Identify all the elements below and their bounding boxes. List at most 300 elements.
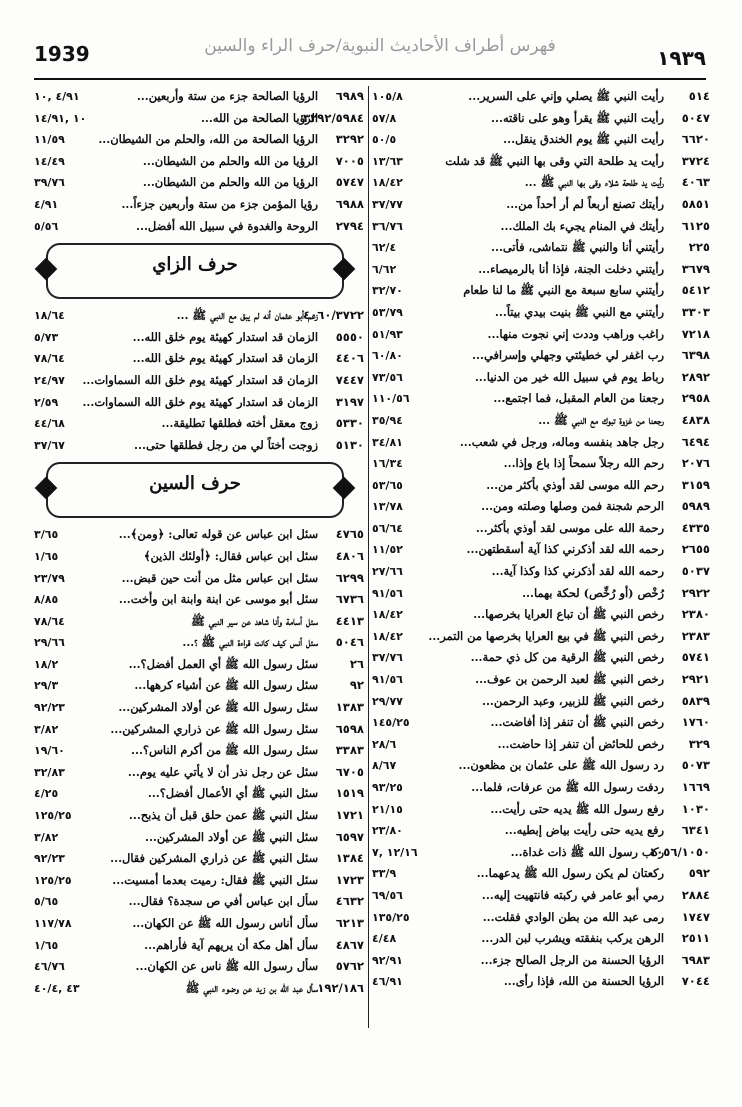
index-entry xyxy=(372,820,710,842)
index-entry xyxy=(372,885,710,907)
hadith-number: ٢٠٧٦ xyxy=(681,456,710,471)
hadith-incipit: رمى عبد الله من بطن الوادي فقلت... xyxy=(482,909,664,924)
hadith-number: ٢٣٨٣ xyxy=(681,628,710,643)
hadith-incipit: سئل النبي ﷺ عمن حلق قبل أن يذبح... xyxy=(128,808,318,823)
book-chapter-ref: ٣٧/٧٦ xyxy=(372,651,403,665)
book-chapter-ref: ١٨/٤٢ xyxy=(372,176,403,190)
book-chapter-ref: ١٠ ,١٤/٩١ xyxy=(34,111,87,125)
index-entry xyxy=(34,740,364,762)
section-heading-sin xyxy=(46,462,344,518)
book-chapter-ref: ٣٥/٩٤ xyxy=(372,413,403,427)
hadith-number: ٦٤٩٤ xyxy=(681,434,710,449)
hadith-number: ٦٣٩٨ xyxy=(681,348,710,363)
index-entry xyxy=(34,568,364,590)
hadith-number: ٣٣٠٣ xyxy=(681,304,710,319)
hadith-number: ٣٣٨٣ xyxy=(335,743,364,758)
index-entry xyxy=(372,647,710,669)
hadith-number: ٦٩٨٣ xyxy=(681,952,710,967)
hadith-incipit: رأيتني دخلت الجنة، فإذا أنا بالرميصاء... xyxy=(478,261,664,276)
left-mid-entries xyxy=(34,305,364,456)
header-rule xyxy=(34,78,706,80)
book-chapter-ref: ٥٣/٦٥ xyxy=(372,478,403,492)
hadith-number: ٤٠٦٠/٣٧٢٢ xyxy=(303,308,364,323)
section-heading-zay xyxy=(46,243,344,299)
hadith-incipit: زوجت أختاً لي من رجل فطلقها حتى... xyxy=(134,437,318,452)
hadith-incipit: رخص للحائض أن تنفر إذا حاضت... xyxy=(497,736,664,751)
hadith-number: ٣١٩٧ xyxy=(335,394,364,409)
hadith-incipit: الرحم شجنة فمن وصلها وصلته ومن... xyxy=(481,499,664,514)
index-entry xyxy=(34,305,364,327)
index-entry xyxy=(34,129,364,151)
index-entry xyxy=(34,546,364,568)
hadith-incipit: سئل أسامة وأنا شاهد عن سير النبي ﷺ xyxy=(191,613,318,628)
book-chapter-ref: ٦٩/٥٦ xyxy=(372,888,403,902)
hadith-number: ٢٦ xyxy=(349,656,364,671)
hadith-incipit: راغب وراهب وددت إني نجوت منها... xyxy=(487,326,664,341)
book-chapter-ref: ١٩/٦٠ xyxy=(34,744,65,758)
hadith-incipit: رحمه الله لقد أذكرني كذا وكذا آية... xyxy=(491,564,664,579)
hadith-incipit: سئل ابن عباس مثل من أنت حين قبض... xyxy=(121,570,318,585)
hadith-number: ٦٧٣٦ xyxy=(335,592,364,607)
hadith-incipit: سئل رسول الله ﷺ أي العمل أفضل؟... xyxy=(128,656,318,671)
book-chapter-ref: ١٣/٧٨ xyxy=(372,500,403,514)
index-entry xyxy=(372,388,710,410)
hadith-incipit: رأيتني مع النبي ﷺ بنيت بيدي بيتاً... xyxy=(494,304,664,319)
hadith-incipit: الرؤيا من الله والحلم من الشيطان... xyxy=(142,153,318,168)
hadith-number: ٦٢١٣ xyxy=(335,916,364,930)
index-entry xyxy=(372,216,710,238)
hadith-number: ١٦٦٩ xyxy=(681,780,710,794)
hadith-incipit: رفع يديه حتى رأيت بياض إبطيه... xyxy=(504,823,664,838)
index-entry xyxy=(372,129,710,151)
index-entry xyxy=(372,108,710,130)
book-chapter-ref: ٢٩/٧٧ xyxy=(372,694,403,708)
left-bottom-entries xyxy=(34,524,364,999)
index-entry xyxy=(372,194,710,216)
hadith-number: ٢٩٥٨ xyxy=(681,391,710,406)
page-header xyxy=(34,34,706,70)
book-chapter-ref: ٤٣ ,٤٠/٤ xyxy=(34,981,80,995)
index-entry xyxy=(372,86,710,108)
hadith-incipit: الرؤيا من الله والحلم من الشيطان... xyxy=(142,175,318,190)
hadith-incipit: سأل أهل مكة أن يريهم آية فأراهم... xyxy=(144,937,318,952)
hadith-incipit: رخص النبي ﷺ في بيع العرايا بخرصها من التمر... xyxy=(428,628,664,643)
book-chapter-ref: ٩٢/٢٣ xyxy=(34,852,65,866)
book-chapter-ref: ١٨/٦٤ xyxy=(34,309,65,323)
book-chapter-ref: ٢٣/٨٠ xyxy=(372,824,403,838)
hadith-number: ٥٨٥١ xyxy=(681,196,710,211)
index-entry xyxy=(34,108,364,130)
hadith-incipit: الروحة والغدوة في سبيل الله أفضل... xyxy=(136,218,318,233)
index-entry xyxy=(372,669,710,691)
index-entry xyxy=(34,719,364,741)
index-entry xyxy=(34,327,364,349)
index-entry xyxy=(372,237,710,259)
index-entry xyxy=(34,194,364,216)
index-entry xyxy=(34,675,364,697)
index-entry xyxy=(34,151,364,173)
hadith-number: ٢٦٥٥ xyxy=(681,542,710,557)
index-entry xyxy=(34,611,364,633)
hadith-incipit: سأل رسول الله ﷺ ناس عن الكهان... xyxy=(135,959,318,974)
book-chapter-ref: ٧٣/٥٦ xyxy=(372,370,403,384)
hadith-incipit: الرؤيا الصالحة من الله، والحلم من الشيطان... xyxy=(98,132,318,147)
book-chapter-ref: ٣/٦٥ xyxy=(34,528,59,542)
hadith-number: ٦٥٩٨ xyxy=(335,721,364,736)
hadith-incipit: سئل ابن عباس عن قوله تعالى: ﴿ومن﴾... xyxy=(118,527,318,542)
hadith-number: ١٠٥٦/١٠٥٠ xyxy=(649,844,710,859)
book-chapter-ref: ١٣٥/٢٥ xyxy=(372,910,410,924)
index-entry xyxy=(34,435,364,457)
hadith-number: ٤٨٠٦ xyxy=(335,548,364,563)
index-entry xyxy=(34,697,364,719)
hadith-incipit: رحمة الله على موسى لقد أوذي بأكثر... xyxy=(475,520,664,535)
index-entry xyxy=(372,345,710,367)
hadith-number: ٤٣٣٥ xyxy=(681,520,710,535)
hadith-number: ٧٤٤٧ xyxy=(335,372,364,387)
book-chapter-ref: ٤/٤٨ xyxy=(372,932,397,946)
hadith-number: ٥٤١٢ xyxy=(681,283,710,298)
hadith-number: ٢٧٩٤ xyxy=(335,218,364,233)
book-chapter-ref: ١٨/٤٢ xyxy=(372,629,403,643)
right-column xyxy=(372,86,710,993)
hadith-incipit: رجل جاهد بنفسه وماله، ورجل في شعب... xyxy=(459,434,664,449)
hadith-number: ٢٨٩٢ xyxy=(681,369,710,384)
book-chapter-ref: ٣٣/٩ xyxy=(372,867,397,881)
hadith-incipit: سئل أنس كيف كانت قراءة النبي ﷺ ؟... xyxy=(182,635,318,650)
hadith-number: ٤٦٣٢ xyxy=(335,894,364,909)
hadith-number: ٥٨٣٩ xyxy=(681,693,710,708)
hadith-number: ٦٢٩٩ xyxy=(335,570,364,585)
index-entry xyxy=(372,410,710,432)
book-chapter-ref: ٣٩/٧٦ xyxy=(34,176,65,190)
hadith-number: ٥٩٢ xyxy=(688,866,710,881)
index-entry xyxy=(372,799,710,821)
hadith-incipit: رأيت النبي ﷺ يقرأ وهو على ناقته... xyxy=(491,110,664,125)
index-entry xyxy=(372,453,710,475)
hadith-number: ٣٢٩٢/٥٩٨٤ xyxy=(303,110,364,125)
book-chapter-ref: ٢٧/٦٦ xyxy=(372,565,403,579)
index-entry xyxy=(372,950,710,972)
hadith-incipit: رخص النبي ﷺ لعبد الرحمن بن عوف... xyxy=(475,672,664,687)
book-chapter-ref: ١١/٥٢ xyxy=(372,543,403,557)
book-chapter-ref: ١٢٥/٢٥ xyxy=(34,873,72,887)
hadith-incipit: الرؤيا الحسنة من الله، فإذا رأى... xyxy=(503,974,664,989)
index-entry xyxy=(34,392,364,414)
book-chapter-ref: ٣٦/٧٦ xyxy=(372,219,403,233)
index-entry xyxy=(372,583,710,605)
index-entry xyxy=(372,518,710,540)
index-entry xyxy=(372,172,710,194)
hadith-incipit: رخص النبي ﷺ الرقية من كل ذي حمة... xyxy=(470,650,664,665)
index-entry xyxy=(372,151,710,173)
hadith-number: ٤٨٣٨ xyxy=(681,412,710,427)
index-entry xyxy=(372,280,710,302)
hadith-incipit: رأيتني سابع سبعة مع النبي ﷺ ما لنا طعام xyxy=(463,283,664,298)
book-chapter-ref: ٥/٦٥ xyxy=(34,895,59,909)
hadith-number: ٤٨٦٧ xyxy=(335,937,364,952)
index-entry xyxy=(34,589,364,611)
index-entry xyxy=(372,691,710,713)
index-entry xyxy=(34,216,364,238)
book-chapter-ref: ٥٠/٥ xyxy=(372,133,397,147)
hadith-number: ٦٦٢٠ xyxy=(681,132,710,147)
index-entry xyxy=(34,762,364,784)
index-entry xyxy=(372,302,710,324)
hadith-number: ٣٢٩٢ xyxy=(335,132,364,147)
hadith-number: ١٧٤٧ xyxy=(681,909,710,924)
hadith-incipit: رأيتني أنا والنبي ﷺ نتماشى، فأتى... xyxy=(491,240,664,255)
hadith-incipit: سئل رسول الله ﷺ عن أولاد المشركين... xyxy=(118,700,318,715)
hadith-incipit: سئل النبي ﷺ عن ذراري المشركين فقال... xyxy=(110,851,318,866)
index-entry xyxy=(372,626,710,648)
book-chapter-ref: ٣/٨٢ xyxy=(34,830,59,844)
hadith-number: ٥٠٣٧ xyxy=(681,564,710,579)
index-entry xyxy=(372,777,710,799)
hadith-incipit: ركب رسول الله ﷺ ذات غداة... xyxy=(510,844,664,859)
book-chapter-ref: ٩٢/٢٣ xyxy=(34,701,65,715)
book-chapter-ref: ٥٣/٧٩ xyxy=(372,305,403,319)
index-entry xyxy=(372,539,710,561)
hadith-number: ٤٧٦٥ xyxy=(335,527,364,542)
hadith-number: ٥٠٤٧ xyxy=(681,110,710,125)
index-entry xyxy=(34,935,364,957)
hadith-number: ١٥١٩ xyxy=(335,786,364,801)
hadith-number: ٦٧٠٥ xyxy=(335,764,364,779)
book-chapter-ref: ٧٨/٦٤ xyxy=(34,614,65,628)
index-entry xyxy=(372,496,710,518)
hadith-incipit: الرؤيا الحسنة من الرجل الصالح جزء... xyxy=(480,952,664,967)
index-entry xyxy=(372,842,710,864)
book-chapter-ref: ٣٤/٨١ xyxy=(372,435,403,449)
book-chapter-ref: ١٦/٣٤ xyxy=(372,457,403,471)
hadith-incipit: رأيتك في المنام يجيء بك الملك... xyxy=(500,218,664,233)
index-entry xyxy=(34,848,364,870)
hadith-incipit: سئل رسول الله ﷺ عن أشياء كرهها... xyxy=(134,678,318,693)
book-chapter-ref: ١/٦٥ xyxy=(34,938,59,952)
index-entry xyxy=(372,324,710,346)
column-divider xyxy=(368,86,369,1028)
hadith-incipit: سئل أبو موسى عن ابنة وابنة ابن وأخت... xyxy=(118,592,318,607)
hadith-incipit: الرؤيا الصالحة جزء من ستة وأربعين... xyxy=(136,89,318,103)
index-entry xyxy=(372,971,710,993)
book-chapter-ref: ١١٧/٧٨ xyxy=(34,917,72,930)
index-entry xyxy=(372,734,710,756)
index-entry xyxy=(34,805,364,827)
hadith-incipit: رأيت النبي ﷺ يوم الخندق ينقل... xyxy=(503,132,664,147)
book-chapter-ref: ١٤/٤٩ xyxy=(34,154,65,168)
hadith-number: ٥٧٤٧ xyxy=(335,175,364,190)
index-entry xyxy=(34,370,364,392)
book-chapter-ref: ٤٤/٦٨ xyxy=(34,417,65,431)
hadith-incipit: رخص النبي ﷺ أن تنفر إذا أفاضت... xyxy=(490,715,664,730)
book-chapter-ref: ١٢/١٦ ,٧ xyxy=(372,845,418,859)
book-chapter-ref: ١٤٥/٢٥ xyxy=(372,716,410,730)
book-chapter-ref: ٥١/٩٣ xyxy=(372,327,403,341)
hadith-incipit: ردفت رسول الله ﷺ من عرفات، فلما... xyxy=(471,780,664,794)
hadith-incipit: رب اغفر لي خطيئتي وجهلي وإسرافي... xyxy=(472,348,664,363)
hadith-number: ٦١٢٥ xyxy=(681,218,710,233)
hadith-incipit: زعم أبو عثمان أنه لم يبق مع النبي ﷺ ... xyxy=(176,308,318,323)
index-entry xyxy=(34,524,364,546)
hadith-incipit: رأيت يد طلحة التي وقى بها النبي ﷺ قد شلت xyxy=(445,153,664,168)
hadith-incipit: رحم الله رجلاً سمحاً إذا باع وإذا... xyxy=(503,456,664,471)
book-chapter-ref: ٥٦/٦٤ xyxy=(372,521,403,535)
index-entry xyxy=(34,827,364,849)
hadith-number: ١٠٣٠ xyxy=(681,801,710,816)
book-chapter-ref: ٣٢/٧٠ xyxy=(372,284,403,298)
page-number-arabic: ١٩٣٩ xyxy=(657,46,706,70)
hadith-incipit: رفع رسول الله ﷺ يديه حتى رأيت... xyxy=(490,801,664,816)
index-entry xyxy=(372,907,710,929)
book-chapter-ref: ٨/٨٥ xyxy=(34,593,59,607)
running-title: فهرس أطراف الأحاديث النبوية/حرف الراء والسين xyxy=(204,36,556,56)
hadith-incipit: رباط يوم في سبيل الله خير من الدنيا... xyxy=(474,369,664,384)
index-entry xyxy=(372,604,710,626)
hadith-number: ٣١٥٩ xyxy=(681,477,710,492)
hadith-incipit: رخص النبي ﷺ للزبير، وعبد الرحمن... xyxy=(481,693,664,708)
index-entry xyxy=(372,259,710,281)
book-chapter-ref: ٢١/١٥ xyxy=(372,802,403,816)
hadith-number: ١٣٨٣ xyxy=(335,700,364,715)
hadith-incipit: سأل ابن عباس أفي ص سجدة؟ فقال... xyxy=(128,894,318,909)
book-chapter-ref: ١٠٥/٨ xyxy=(372,90,403,103)
hadith-incipit: رُخْص (أو رُخِّص) لحكة بهما... xyxy=(522,585,664,600)
hadith-incipit: الزمان قد استدار كهيئة يوم خلق الله السماوات... xyxy=(82,372,318,387)
book-chapter-ref: ٤٦/٧٦ xyxy=(34,960,65,974)
hadith-incipit: سئل رسول الله ﷺ من أكرم الناس؟... xyxy=(131,743,318,758)
hadith-number: ٢٢٥ xyxy=(688,240,710,255)
book-chapter-ref: ٢٩/٣ xyxy=(34,679,59,693)
hadith-number: ٢٨٨٤ xyxy=(681,887,710,902)
hadith-incipit: رؤيا المؤمن جزء من ستة وأربعين جزءاً... xyxy=(121,196,318,211)
page-number-latin: 1939 xyxy=(34,42,90,66)
hadith-incipit: الزمان قد استدار كهيئة يوم خلق الله السماوات... xyxy=(82,394,318,409)
index-entry xyxy=(372,755,710,777)
book-chapter-ref: ٦/٦٢ xyxy=(372,262,397,276)
hadith-number: ١٧٢٣ xyxy=(335,872,364,887)
book-chapter-ref: ١١٠/٥٦ xyxy=(372,392,410,406)
book-chapter-ref: ٤/٢٥ xyxy=(34,787,59,801)
hadith-number: ٥١٣٠ xyxy=(335,437,364,452)
book-chapter-ref: ٢٤/٩٧ xyxy=(34,373,65,387)
hadith-incipit: سأل عبد الله بن زيد عن وضوء النبي ﷺ xyxy=(185,980,318,995)
book-chapter-ref: ٥٧/٨ xyxy=(372,111,397,125)
book-chapter-ref: ٩١/٥٦ xyxy=(372,673,403,687)
book-chapter-ref: ٥/٥٦ xyxy=(34,219,59,233)
hadith-number: ٦٩٨٨ xyxy=(335,196,364,211)
hadith-number: ٣٧٢٤ xyxy=(681,153,710,168)
hadith-number: ١٩٢/١٨٦ xyxy=(317,980,364,995)
hadith-number: ٦٥٩٧ xyxy=(335,829,364,844)
hadith-number: ٢٩٢٢ xyxy=(681,585,710,600)
index-entry xyxy=(34,172,364,194)
hadith-incipit: ركعتان لم يكن رسول الله ﷺ يدعهما... xyxy=(476,866,664,881)
hadith-number: ٧٢١٨ xyxy=(681,326,710,341)
book-chapter-ref: ٣٢/٨٣ xyxy=(34,765,65,779)
book-chapter-ref: ٧٨/٦٤ xyxy=(34,352,65,366)
index-entry xyxy=(372,928,710,950)
index-entry xyxy=(34,891,364,913)
hadith-number: ٥٠٤٦ xyxy=(335,635,364,650)
book-chapter-ref: ٢٨/٦ xyxy=(372,737,397,751)
index-entry xyxy=(372,863,710,885)
hadith-incipit: رحم الله موسى لقد أوذي بأكثر من... xyxy=(486,477,664,492)
index-entry xyxy=(372,561,710,583)
book-chapter-ref: ٢٣/٧٩ xyxy=(34,571,65,585)
index-entry xyxy=(34,783,364,805)
hadith-incipit: الزمان قد استدار كهيئة يوم خلق الله... xyxy=(132,351,318,366)
hadith-incipit: رجعنا من العام المقبل، فما اجتمع... xyxy=(493,391,664,406)
index-entry xyxy=(34,86,364,108)
hadith-incipit: الزمان قد استدار كهيئة يوم خلق الله... xyxy=(132,329,318,344)
book-chapter-ref: ٨/٦٧ xyxy=(372,759,397,773)
book-chapter-ref: ٢٩/٦٦ xyxy=(34,636,65,650)
hadith-number: ٣٦٧٩ xyxy=(681,261,710,276)
hadith-number: ٢٣٨٠ xyxy=(681,607,710,622)
hadith-incipit: الرؤيا الصالحة من الله... xyxy=(200,110,318,125)
book-chapter-ref: ٤/٩١ ,١٠ xyxy=(34,90,80,103)
book-chapter-ref: ٤٦/٩١ xyxy=(372,975,403,989)
section-title-sin: حرف السين xyxy=(149,473,241,495)
index-entry xyxy=(34,632,364,654)
book-chapter-ref: ١١/٥٩ xyxy=(34,133,65,147)
hadith-incipit: الرهن يركب بنفقته ويشرب لبن الدر... xyxy=(481,931,664,946)
book-chapter-ref: ٤/٩١ xyxy=(34,197,59,211)
book-chapter-ref: ٣٧/٧٧ xyxy=(372,197,403,211)
book-chapter-ref: ١٨/٤٢ xyxy=(372,608,403,622)
hadith-incipit: سئل النبي ﷺ فقال: رميت بعدما أمسيت... xyxy=(112,872,318,887)
book-chapter-ref: ١٣/٦٣ xyxy=(372,154,403,168)
index-entry xyxy=(34,870,364,892)
hadith-number: ٢٩٢١ xyxy=(681,672,710,687)
book-chapter-ref: ١٨/٢ xyxy=(34,657,59,671)
hadith-incipit: رمي أبو عامر في ركبته فانتهيت إليه... xyxy=(481,887,664,902)
hadith-incipit: سئل النبي ﷺ أي الأعمال أفضل؟... xyxy=(147,786,318,801)
book-chapter-ref: ١٢٥/٢٥ xyxy=(34,809,72,823)
book-chapter-ref: ٣٧/٦٧ xyxy=(34,438,65,452)
hadith-number: ٥٧٦٢ xyxy=(335,959,364,974)
hadith-number: ٩٢ xyxy=(349,678,364,693)
hadith-number: ٦٩٨٩ xyxy=(335,89,364,103)
hadith-incipit: زوج معقل أخته فطلقها تطليقة... xyxy=(161,416,318,431)
hadith-incipit: سئل رسول الله ﷺ عن ذراري المشركين... xyxy=(110,721,318,736)
book-chapter-ref: ٣/٨٢ xyxy=(34,722,59,736)
hadith-incipit: رأيتك تصنع أربعاً لم أر أحداً من... xyxy=(506,196,664,211)
hadith-number: ٥٠٧٣ xyxy=(681,758,710,773)
left-top-entries xyxy=(34,86,364,237)
hadith-incipit: رأيت النبي ﷺ يصلي وإني على السرير... xyxy=(468,89,664,103)
index-entry xyxy=(34,956,364,978)
hadith-number: ٧٠٤٤ xyxy=(681,974,710,989)
hadith-incipit: رحمه الله لقد أذكرني كذا آية أسقطتهن... xyxy=(466,542,664,557)
index-entry xyxy=(34,654,364,676)
hadith-incipit: رد رسول الله ﷺ على عثمان بن مظعون... xyxy=(458,758,664,773)
hadith-number: ٤٤١٣ xyxy=(335,613,364,628)
book-chapter-ref: ٩٢/٩١ xyxy=(372,953,403,967)
index-entry xyxy=(34,413,364,435)
index-entry xyxy=(34,978,364,1000)
index-entry xyxy=(34,913,364,935)
hadith-number: ٤٤٠٦ xyxy=(335,351,364,366)
hadith-incipit: سئل عن رجل نذر أن لا يأتي عليه يوم... xyxy=(127,764,318,779)
index-entry xyxy=(372,367,710,389)
hadith-number: ٥٧٤١ xyxy=(681,650,710,665)
hadith-number: ٤٠٦٣ xyxy=(681,175,710,190)
hadith-number: ٥١٤ xyxy=(688,89,710,103)
book-chapter-ref: ٩١/٥٦ xyxy=(372,586,403,600)
hadith-incipit: سأل أناس رسول الله ﷺ عن الكهان... xyxy=(132,916,318,930)
